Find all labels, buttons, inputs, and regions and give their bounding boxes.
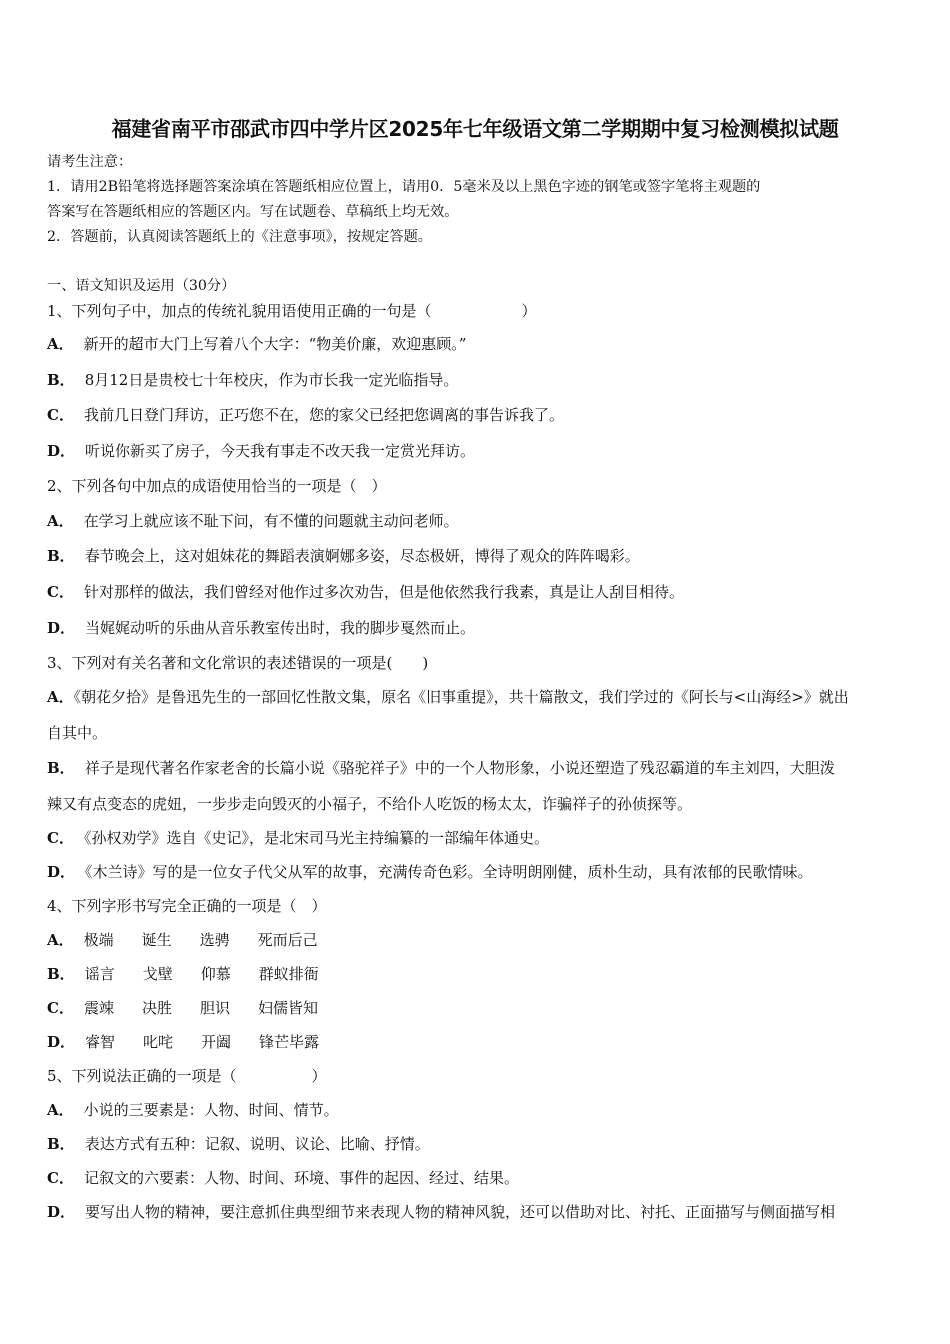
word: 妇儒皆知 bbox=[257, 999, 318, 1017]
option-label: C． bbox=[47, 829, 74, 847]
word: 选骋 bbox=[199, 931, 230, 949]
option-label: D． bbox=[47, 619, 76, 637]
option-text: 春节晚会上，这对姐妹花的舞蹈表演婀娜多姿，尽态极妍，博得了观众的阵阵喝彩。 bbox=[84, 547, 640, 565]
question-2-stem: 2、下列各句中加点的成语使用恰当的一项是（ ） bbox=[47, 477, 387, 495]
question-5-option-d bbox=[47, 1202, 835, 1222]
word: 戈壁 bbox=[142, 965, 173, 983]
option-label: A． bbox=[47, 1101, 74, 1119]
option-text: 表达方式有五种：记叙、说明、议论、比喻、抒情。 bbox=[84, 1135, 430, 1153]
option-label: B． bbox=[47, 547, 75, 565]
question-2-option-b bbox=[47, 546, 640, 566]
question-3-stem: 3、下列对有关名著和文化常识的表述错误的一项是( ) bbox=[47, 654, 429, 672]
word: 叱咤 bbox=[143, 1033, 174, 1051]
option-text: 8月12日是贵校七十年校庆，作为市长我一定光临指导。 bbox=[84, 371, 459, 389]
notice-item-1-line-2: 答案写在答题纸相应的答题区内。写在试题卷、草稿纸上均无效。 bbox=[47, 204, 459, 220]
option-label: D． bbox=[47, 442, 76, 460]
word: 睿智 bbox=[85, 1033, 116, 1051]
question-1-option-b bbox=[47, 370, 458, 390]
question-3-option-b bbox=[47, 758, 835, 778]
word: 极端 bbox=[83, 931, 114, 949]
notice-item-2: 2．答题前，认真阅读答题纸上的《注意事项》，按规定答题。 bbox=[47, 229, 432, 245]
question-1-option-a bbox=[47, 334, 466, 354]
section-heading: 一、语文知识及运用（30分） bbox=[47, 278, 236, 294]
question-4-option-c bbox=[47, 998, 318, 1018]
option-label: A． bbox=[47, 335, 74, 353]
question-3-option-d bbox=[47, 862, 813, 882]
question-4-option-d bbox=[47, 1032, 319, 1052]
option-text: 记叙文的六要素：人物、时间、环境、事件的起因、经过、结果。 bbox=[83, 1169, 519, 1187]
option-text: 听说你新买了房子，今天我有事走不改天我一定赏光拜访。 bbox=[85, 442, 476, 460]
option-label: D． bbox=[47, 863, 76, 881]
word: 群蚁排衙 bbox=[258, 965, 319, 983]
option-text: 我前几日登门拜访，正巧您不在，您的家父已经把您调离的事告诉我了。 bbox=[83, 406, 564, 424]
option-label: B． bbox=[47, 371, 75, 389]
option-text: 新开的超市大门上写着八个大字：“物美价廉，欢迎惠顾。” bbox=[83, 335, 467, 353]
word: 仰慕 bbox=[200, 965, 231, 983]
question-2-option-a bbox=[47, 511, 459, 531]
option-label: C． bbox=[47, 406, 74, 424]
option-text: 《孙权劝学》选自《史记》，是北宋司马光主持编纂的一部编年体通史。 bbox=[83, 829, 549, 847]
option-text: 祥子是现代著名作家老舍的长篇小说《骆驼祥子》中的一个人物形象，小说还塑造了残忍霸道的车主刘四，大胆泼 bbox=[84, 759, 835, 777]
option-label: D． bbox=[47, 1203, 76, 1221]
option-text: 《朝花夕拾》是鲁迅先生的一部回忆性散文集，原名《旧事重提》，共十篇散文，我们学过的《阿长与<山海经>》就出 bbox=[73, 688, 849, 706]
option-label: D． bbox=[47, 1033, 76, 1051]
question-4-stem: 4、下列字形书写完全正确的一项是（ ） bbox=[47, 897, 327, 915]
notice-item-1-line-1: 1．请用2B铅笔将选择题答案涂填在答题纸相应位置上，请用0．5毫米及以上黑色字迹的钢笔或签字笔将主观题的 bbox=[47, 179, 761, 195]
option-label: A． bbox=[47, 931, 74, 949]
option-label: A． bbox=[47, 512, 74, 530]
option-label: B． bbox=[47, 759, 75, 777]
question-5-option-b bbox=[47, 1134, 430, 1154]
option-text: 针对那样的做法，我们曾经对他作过多次劝告，但是他依然我行我素，真是让人刮目相待。 bbox=[83, 583, 684, 601]
notice-heading: 请考生注意： bbox=[47, 154, 133, 170]
question-5-option-c bbox=[47, 1168, 519, 1188]
question-1-option-d bbox=[47, 441, 475, 461]
option-text: 小说的三要素是：人物、时间、情节。 bbox=[83, 1101, 339, 1119]
option-text: 要写出人物的精神，要注意抓住典型细节来表现人物的精神风貌，还可以借助对比、衬托、正面描写与侧面描写相 bbox=[85, 1203, 836, 1221]
word: 决胜 bbox=[141, 999, 172, 1017]
word: 锋芒毕露 bbox=[259, 1033, 320, 1051]
word: 胆识 bbox=[199, 999, 230, 1017]
option-label: C． bbox=[47, 1169, 74, 1187]
word: 死而后己 bbox=[257, 931, 318, 949]
word: 震竦 bbox=[83, 999, 114, 1017]
page-title: 福建省南平市邵武市四中学片区2025年七年级语文第二学期期中复习检测模拟试题 bbox=[111, 117, 839, 141]
option-text: 《木兰诗》写的是一位女子代父从军的故事，充满传奇色彩。全诗明朗刚健，质朴生动，具有浓郁的民歌情味。 bbox=[85, 863, 813, 881]
question-2-option-d bbox=[47, 618, 475, 638]
question-3-option-b-cont: 辣又有点变态的虎妞，一步步走向毁灭的小福子，不给仆人吃饭的杨太太，诈骗祥子的孙侦探等。 bbox=[47, 795, 693, 813]
option-label: C． bbox=[47, 999, 74, 1017]
question-1-option-c bbox=[47, 405, 564, 425]
option-label: B． bbox=[47, 965, 75, 983]
word: 谣言 bbox=[84, 965, 115, 983]
question-3-option-a-cont: 自其中。 bbox=[47, 724, 108, 742]
option-label: A． bbox=[47, 688, 74, 706]
question-5-option-a bbox=[47, 1100, 339, 1120]
question-2-option-c bbox=[47, 582, 684, 602]
option-text: 当娓娓动听的乐曲从音乐教室传出时，我的脚步戛然而止。 bbox=[85, 619, 476, 637]
question-3-option-a bbox=[47, 687, 849, 707]
word: 诞生 bbox=[141, 931, 172, 949]
word: 开阖 bbox=[201, 1033, 232, 1051]
option-label: B． bbox=[47, 1135, 75, 1153]
option-text: 在学习上就应该不耻下问，有不懂的问题就主动问老师。 bbox=[83, 512, 459, 530]
question-4-option-a bbox=[47, 930, 318, 950]
question-5-stem: 5、下列说法正确的一项是（ ） bbox=[47, 1067, 327, 1085]
question-3-option-c bbox=[47, 828, 549, 848]
question-1-stem: 1、下列句子中，加点的传统礼貌用语使用正确的一句是（ ） bbox=[47, 302, 537, 320]
question-4-option-b bbox=[47, 964, 319, 984]
option-label: C． bbox=[47, 583, 74, 601]
